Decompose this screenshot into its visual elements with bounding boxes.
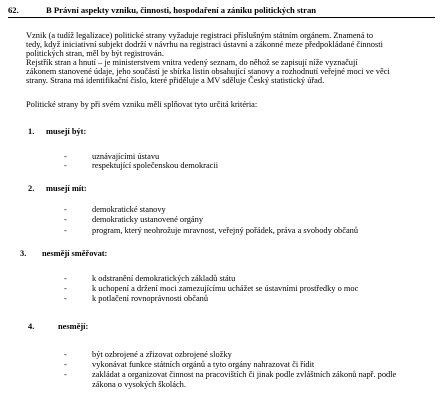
intro-line: zákonem stanovené údaje, jeho součástí je sbírka listin obsahující stanovy a rozhodnutí veřejné moci ve věci — [26, 67, 390, 76]
bullet-dash: - — [64, 294, 67, 303]
section-label: nesmějí směřovat: — [42, 249, 108, 258]
section-label: nesmějí: — [58, 322, 89, 331]
bullet-dash: - — [64, 350, 67, 359]
bullet-dash: - — [64, 205, 67, 214]
criteria-lead: Politické strany by při svém vzniku měli splňovat tyto určitá kritéria: — [26, 100, 258, 109]
bullet-dash: - — [64, 360, 67, 369]
list-item: demokraticky ustanovené orgány — [92, 215, 204, 224]
section-number: 1. — [28, 127, 35, 136]
bullet-dash: - — [64, 284, 67, 293]
intro-line: Rejstřík stran a hnutí – je ministerstvem vnitra vedený seznam, do něhož se zapisují níže vyznačují — [26, 58, 358, 67]
section-label: musejí mít: — [46, 184, 87, 193]
section-1-heading — [28, 127, 86, 136]
section-3-heading — [20, 249, 107, 258]
bullet-dash: - — [64, 152, 67, 161]
list-item: k potlačení rovnoprávnosti občanů — [92, 294, 209, 303]
list-item: respektující společenskou demokracii — [92, 161, 219, 170]
bullet-dash: - — [64, 215, 67, 224]
section-number: 4. — [28, 322, 35, 331]
bullet-dash: - — [64, 161, 67, 170]
intro-line: tedy, když iniciativní subjekt dodrží v návrhu na registraci ústavní a zákonné meze předpokládané činnosti — [26, 40, 383, 49]
section-heading — [8, 6, 435, 18]
bullet-dash: - — [64, 370, 67, 379]
list-item-continuation: zákona o vysokých školách. — [92, 380, 186, 389]
intro-line: Vznik (a tudíž legalizace) politické strany vyžaduje registraci příslušným státním orgánem. Znamená to — [26, 31, 374, 40]
intro-line: strany. Strana má identifikační číslo, které přiděluje a MV sděluje Český statistický úřad. — [26, 76, 325, 85]
heading-title: B Právní aspekty vzniku, činnosti, hospodaření a zániku politických stran — [46, 5, 317, 15]
list-item: vykonávat funkce státních orgánů a tyto orgány nahrazovat či řídit — [92, 360, 315, 369]
section-label: musejí být: — [46, 127, 87, 136]
list-item: demokratické stanovy — [92, 205, 166, 214]
section-4-heading — [28, 322, 88, 331]
list-item: k odstranění demokratických základů státu — [92, 274, 236, 283]
list-item: uznávajícími ústavu — [92, 152, 160, 161]
intro-line: politických stran, měl by být registrován. — [26, 49, 164, 58]
heading-number: 62. — [8, 5, 19, 15]
section-number: 3. — [20, 249, 27, 258]
section-number: 2. — [28, 184, 35, 193]
bullet-dash: - — [64, 274, 67, 283]
list-item: být ozbrojené a zřizovat ozbrojené složky — [92, 350, 232, 359]
list-item: zakládat a organizovat činnost na pracovištích či jinak podle zvláštních zákonů např. podle — [92, 370, 397, 379]
bullet-dash: - — [64, 226, 67, 235]
list-item: k uchopení a držení moci zamezujícímu uchážet se ústavními prostředky o moc — [92, 284, 359, 293]
section-2-heading — [28, 184, 87, 193]
list-item: program, který neohrožuje mravnost, veřejný pořádek, práva a svobody občanů — [92, 226, 359, 235]
